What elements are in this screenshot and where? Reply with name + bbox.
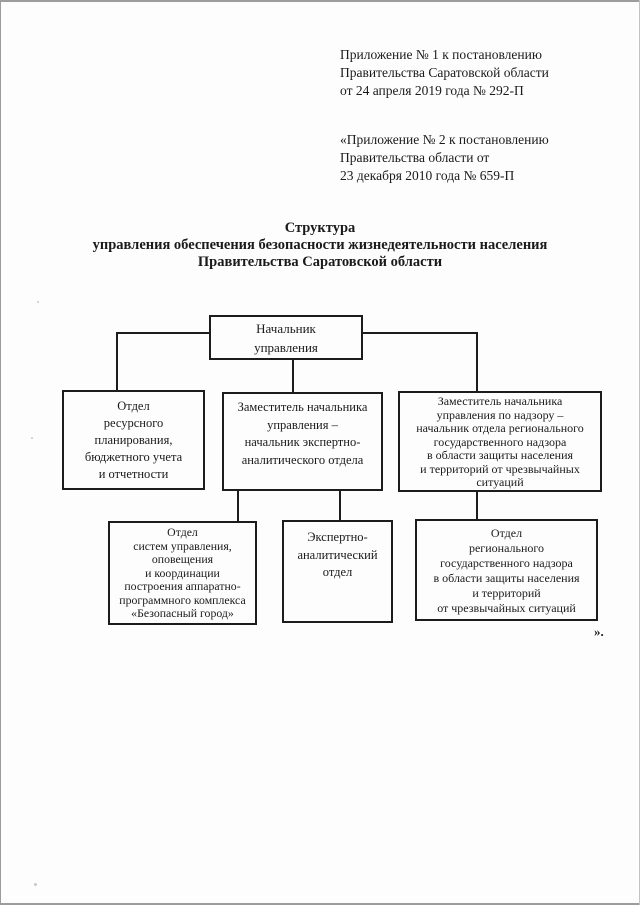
org-box-line: программного комплекса	[119, 592, 246, 607]
org-box-line: начальник экспертно-	[244, 435, 361, 449]
org-box-line: бюджетного учета	[84, 450, 183, 464]
org-box-line: начальник отдела регионального	[416, 421, 584, 435]
org-box-deputy-oversight	[398, 391, 602, 492]
org-box-line: регионального	[468, 541, 545, 555]
scan-speck	[34, 883, 37, 886]
org-box-line: в области защиты населения	[426, 448, 574, 462]
org-box-line: оповещения	[151, 552, 214, 566]
org-box-line: Заместитель начальника	[437, 394, 563, 408]
org-box-line: Заместитель начальника	[237, 400, 368, 414]
scan-speck	[37, 301, 39, 303]
org-box-line: государственного надзора	[433, 434, 567, 449]
appendix-1-reference	[340, 46, 549, 100]
page-edge-left	[0, 0, 1, 905]
connector-head-to-deputy-expert	[292, 360, 294, 392]
appendix-1-line: Правительства Саратовской области	[340, 65, 549, 80]
org-box-resource-planning	[62, 390, 205, 490]
document-title-line: Правительства Саратовской области	[197, 254, 443, 270]
document-title	[0, 220, 640, 271]
org-box-line: систем управления,	[133, 538, 232, 553]
closing-quote-mark: ».	[594, 624, 604, 639]
connector-head-to-resource-vertical	[116, 332, 118, 390]
document-title-line: Структура	[284, 220, 356, 236]
org-box-line: и территорий	[472, 586, 541, 600]
org-box-line: управления	[254, 339, 318, 355]
org-box-line: государственного надзора	[440, 556, 573, 570]
org-box-line: отдел	[322, 565, 353, 579]
org-box-line: Экспертно-	[307, 530, 368, 544]
org-box-line: управления по надзору –	[436, 407, 564, 422]
org-box-regional-oversight-dept	[415, 519, 598, 621]
org-box-line: управления –	[267, 417, 338, 432]
appendix-1-line: Приложение № 1 к постановлению	[340, 47, 542, 62]
appendix-1-line: от 24 апреля 2019 года № 292-П	[340, 83, 524, 98]
org-box-line: ситуаций	[476, 475, 524, 489]
org-box-line: аналитический	[297, 547, 378, 562]
scan-speck	[31, 437, 33, 439]
org-box-line: Отдел	[167, 525, 198, 539]
org-box-line: аналитического отдела	[241, 452, 364, 467]
org-box-line: и отчетности	[98, 467, 169, 481]
org-box-deputy-expert-analytics	[222, 392, 383, 491]
appendix-2-reference	[340, 131, 549, 185]
connector-head-to-oversight-vertical	[476, 332, 478, 391]
org-box-line: от чрезвычайных ситуаций	[437, 601, 576, 615]
org-box-line: и территорий от чрезвычайных	[420, 461, 580, 476]
page-edge-top	[0, 0, 640, 2]
org-box-line: в области защиты населения	[433, 571, 580, 585]
org-box-line: ресурсного	[103, 416, 164, 430]
document-title-line: управления обеспечения безопасности жизнедеятельности населения	[92, 237, 548, 253]
connector-head-to-oversight-horizontal	[363, 332, 478, 334]
org-box-line: и координации	[145, 565, 220, 580]
org-box-line: Отдел	[490, 526, 523, 540]
org-box-line: «Безопасный город»	[131, 606, 234, 620]
connector-deputy-expert-to-expert-dept	[339, 491, 341, 520]
org-box-head-of-department	[209, 315, 363, 360]
org-box-line: планирования,	[94, 433, 173, 447]
appendix-2-line: Правительства области от	[340, 150, 490, 165]
connector-deputy-oversight-to-oversight-dept	[476, 492, 478, 519]
org-box-line: Отдел	[117, 399, 150, 413]
connector-head-to-resource-horizontal	[116, 332, 209, 334]
org-box-line: Начальник	[256, 321, 316, 336]
org-box-expert-analytics-dept	[282, 520, 393, 623]
org-box-safe-city	[108, 521, 257, 625]
appendix-2-line: 23 декабря 2010 года № 659-П	[340, 168, 515, 183]
org-box-line: построения аппаратно-	[124, 579, 241, 593]
appendix-2-line: «Приложение № 2 к постановлению	[340, 132, 549, 147]
connector-deputy-expert-to-safe-city	[237, 491, 239, 521]
